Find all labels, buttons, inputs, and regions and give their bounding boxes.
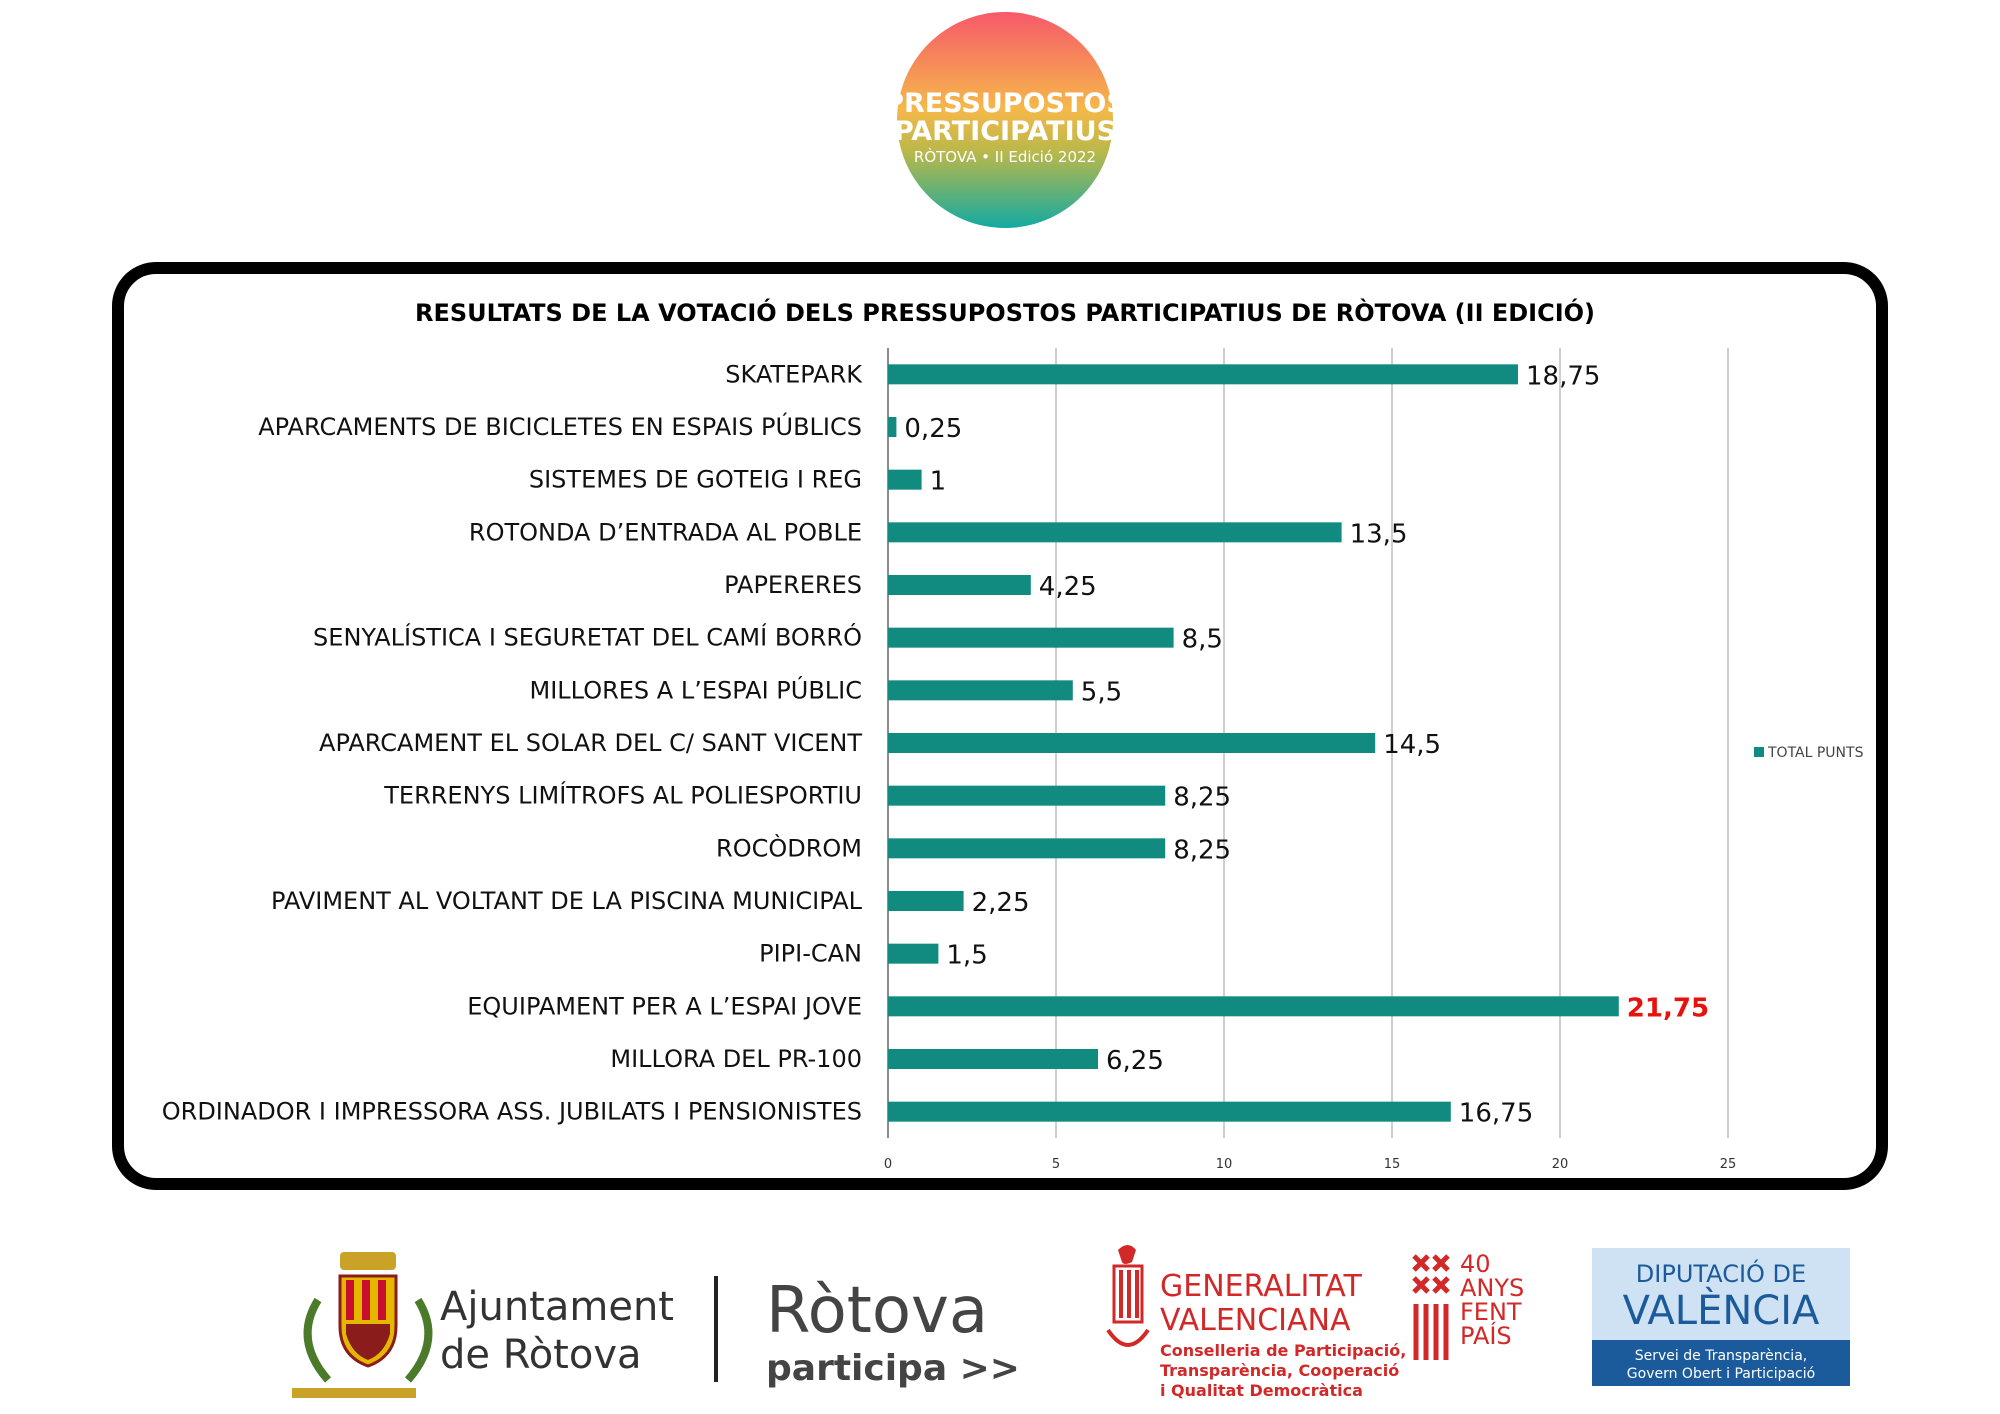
category-label: PAVIMENT AL VOLTANT DE LA PISCINA MUNICIPAL bbox=[271, 887, 862, 915]
bar bbox=[888, 1049, 1098, 1069]
category-label: SISTEMES DE GOTEIG I REG bbox=[528, 465, 862, 494]
logo-title-line1: PRESSUPOSTOS bbox=[884, 88, 1126, 119]
value-label: 4,25 bbox=[1038, 572, 1097, 602]
diputacio-name-line1: DIPUTACIÓ DE bbox=[1635, 1260, 1807, 1288]
gv-name-line2: VALENCIANA bbox=[1160, 1303, 1351, 1338]
anys-line2: ANYS bbox=[1460, 1274, 1525, 1302]
value-label: 8,25 bbox=[1173, 835, 1232, 866]
gv-name-line1: GENERALITAT bbox=[1160, 1269, 1362, 1304]
ajuntament-name-line1: Ajuntament bbox=[440, 1284, 674, 1330]
anys-x-marks-icon bbox=[1414, 1256, 1448, 1360]
category-label: MILLORES A L’ESPAI PÚBLIC bbox=[529, 676, 862, 705]
bar bbox=[888, 628, 1174, 648]
gv-department-line3: i Qualitat Democràtica bbox=[1160, 1381, 1363, 1400]
anys-line1: 40 bbox=[1460, 1250, 1491, 1278]
logo-title-line2: PARTICIPATIUS bbox=[893, 116, 1117, 147]
category-label: SKATEPARK bbox=[725, 360, 862, 389]
bar bbox=[888, 522, 1342, 542]
value-label: 5,5 bbox=[1080, 677, 1123, 708]
bar bbox=[888, 996, 1619, 1016]
category-label: ROTONDA D’ENTRADA AL POBLE bbox=[468, 518, 862, 547]
x-tick-label: 0 bbox=[883, 1157, 893, 1172]
rotova-wordmark: Ròtova bbox=[766, 1274, 989, 1348]
x-tick-label: 10 bbox=[1215, 1157, 1233, 1172]
category-label: ORDINADOR I IMPRESSORA ASS. JUBILATS I PENSIONISTES bbox=[161, 1097, 862, 1126]
bar-chart bbox=[112, 262, 1888, 1190]
x-tick-label: 5 bbox=[1051, 1157, 1061, 1172]
anys-line4: PAÍS bbox=[1460, 1322, 1512, 1350]
legend-label: TOTAL PUNTS bbox=[1768, 745, 1864, 761]
bar bbox=[888, 680, 1073, 700]
bar bbox=[888, 364, 1518, 384]
diputacio-name-line2: VALÈNCIA bbox=[1622, 1288, 1820, 1334]
value-label: 6,25 bbox=[1106, 1046, 1164, 1076]
category-label: TERRENYS LIMÍTROFS AL POLIESPORTIU bbox=[384, 781, 862, 810]
bar bbox=[888, 944, 938, 964]
category-label: EQUIPAMENT PER A L’ESPAI JOVE bbox=[467, 992, 862, 1021]
footer-logos bbox=[0, 1220, 2000, 1414]
value-label: 2,25 bbox=[971, 888, 1030, 918]
bar bbox=[888, 891, 964, 911]
gv-department-line1: Conselleria de Participació, bbox=[1160, 1341, 1407, 1360]
category-label: PIPI-CAN bbox=[759, 939, 862, 968]
category-label: PAPERERES bbox=[724, 571, 862, 599]
category-label: SENYALÍSTICA I SEGURETAT DEL CAMÍ BORRÓ bbox=[313, 623, 862, 652]
bar bbox=[888, 838, 1165, 858]
value-label: 8,25 bbox=[1173, 782, 1232, 813]
bar bbox=[888, 417, 896, 437]
gv-department-line2: Transparència, Cooperació bbox=[1160, 1361, 1400, 1380]
participa-wordmark: participa >> bbox=[766, 1348, 1020, 1389]
value-label: 18,75 bbox=[1526, 361, 1601, 392]
bar bbox=[888, 470, 922, 490]
event-logo bbox=[0, 0, 2000, 240]
x-tick-label: 25 bbox=[1719, 1157, 1737, 1172]
bar bbox=[888, 1102, 1451, 1122]
value-label: 8,5 bbox=[1181, 624, 1223, 655]
value-label: 21,75 bbox=[1626, 993, 1710, 1024]
value-label: 16,75 bbox=[1458, 1098, 1534, 1129]
bar bbox=[888, 786, 1165, 806]
bar bbox=[888, 575, 1031, 595]
category-label: APARCAMENT EL SOLAR DEL C/ SANT VICENT bbox=[319, 729, 862, 757]
legend-swatch bbox=[1754, 747, 1764, 757]
category-label: MILLORA DEL PR-100 bbox=[610, 1045, 862, 1073]
value-label: 1 bbox=[929, 466, 947, 497]
generalitat-emblem-icon bbox=[1108, 1245, 1148, 1345]
ajuntament-name-line2: de Ròtova bbox=[440, 1332, 642, 1378]
legend bbox=[1754, 745, 1864, 761]
x-tick-label: 20 bbox=[1551, 1157, 1569, 1172]
value-label: 13,5 bbox=[1349, 519, 1408, 550]
value-label: 0,25 bbox=[904, 414, 963, 444]
diputacio-service-line2: Govern Obert i Participació bbox=[1626, 1366, 1816, 1382]
value-label: 14,5 bbox=[1383, 730, 1442, 760]
category-label: APARCAMENTS DE BICICLETES EN ESPAIS PÚBLICS bbox=[258, 413, 862, 441]
ajuntament-coat-of-arms-icon bbox=[292, 1252, 428, 1398]
anys-line3: FENT bbox=[1460, 1298, 1522, 1326]
chart-title: RESULTATS DE LA VOTACIÓ DELS PRESSUPOSTOS PARTICIPATIUS DE RÒTOVA (II EDICIÓ) bbox=[414, 299, 1596, 327]
bar bbox=[888, 733, 1375, 753]
x-tick-label: 15 bbox=[1383, 1157, 1401, 1172]
logo-subtitle: RÒTOVA • II Edició 2022 bbox=[913, 148, 1097, 166]
category-label: ROCÒDROM bbox=[716, 834, 862, 863]
value-label: 1,5 bbox=[946, 940, 988, 971]
diputacio-service-line1: Servei de Transparència, bbox=[1634, 1348, 1808, 1364]
footer-divider bbox=[714, 1276, 718, 1382]
